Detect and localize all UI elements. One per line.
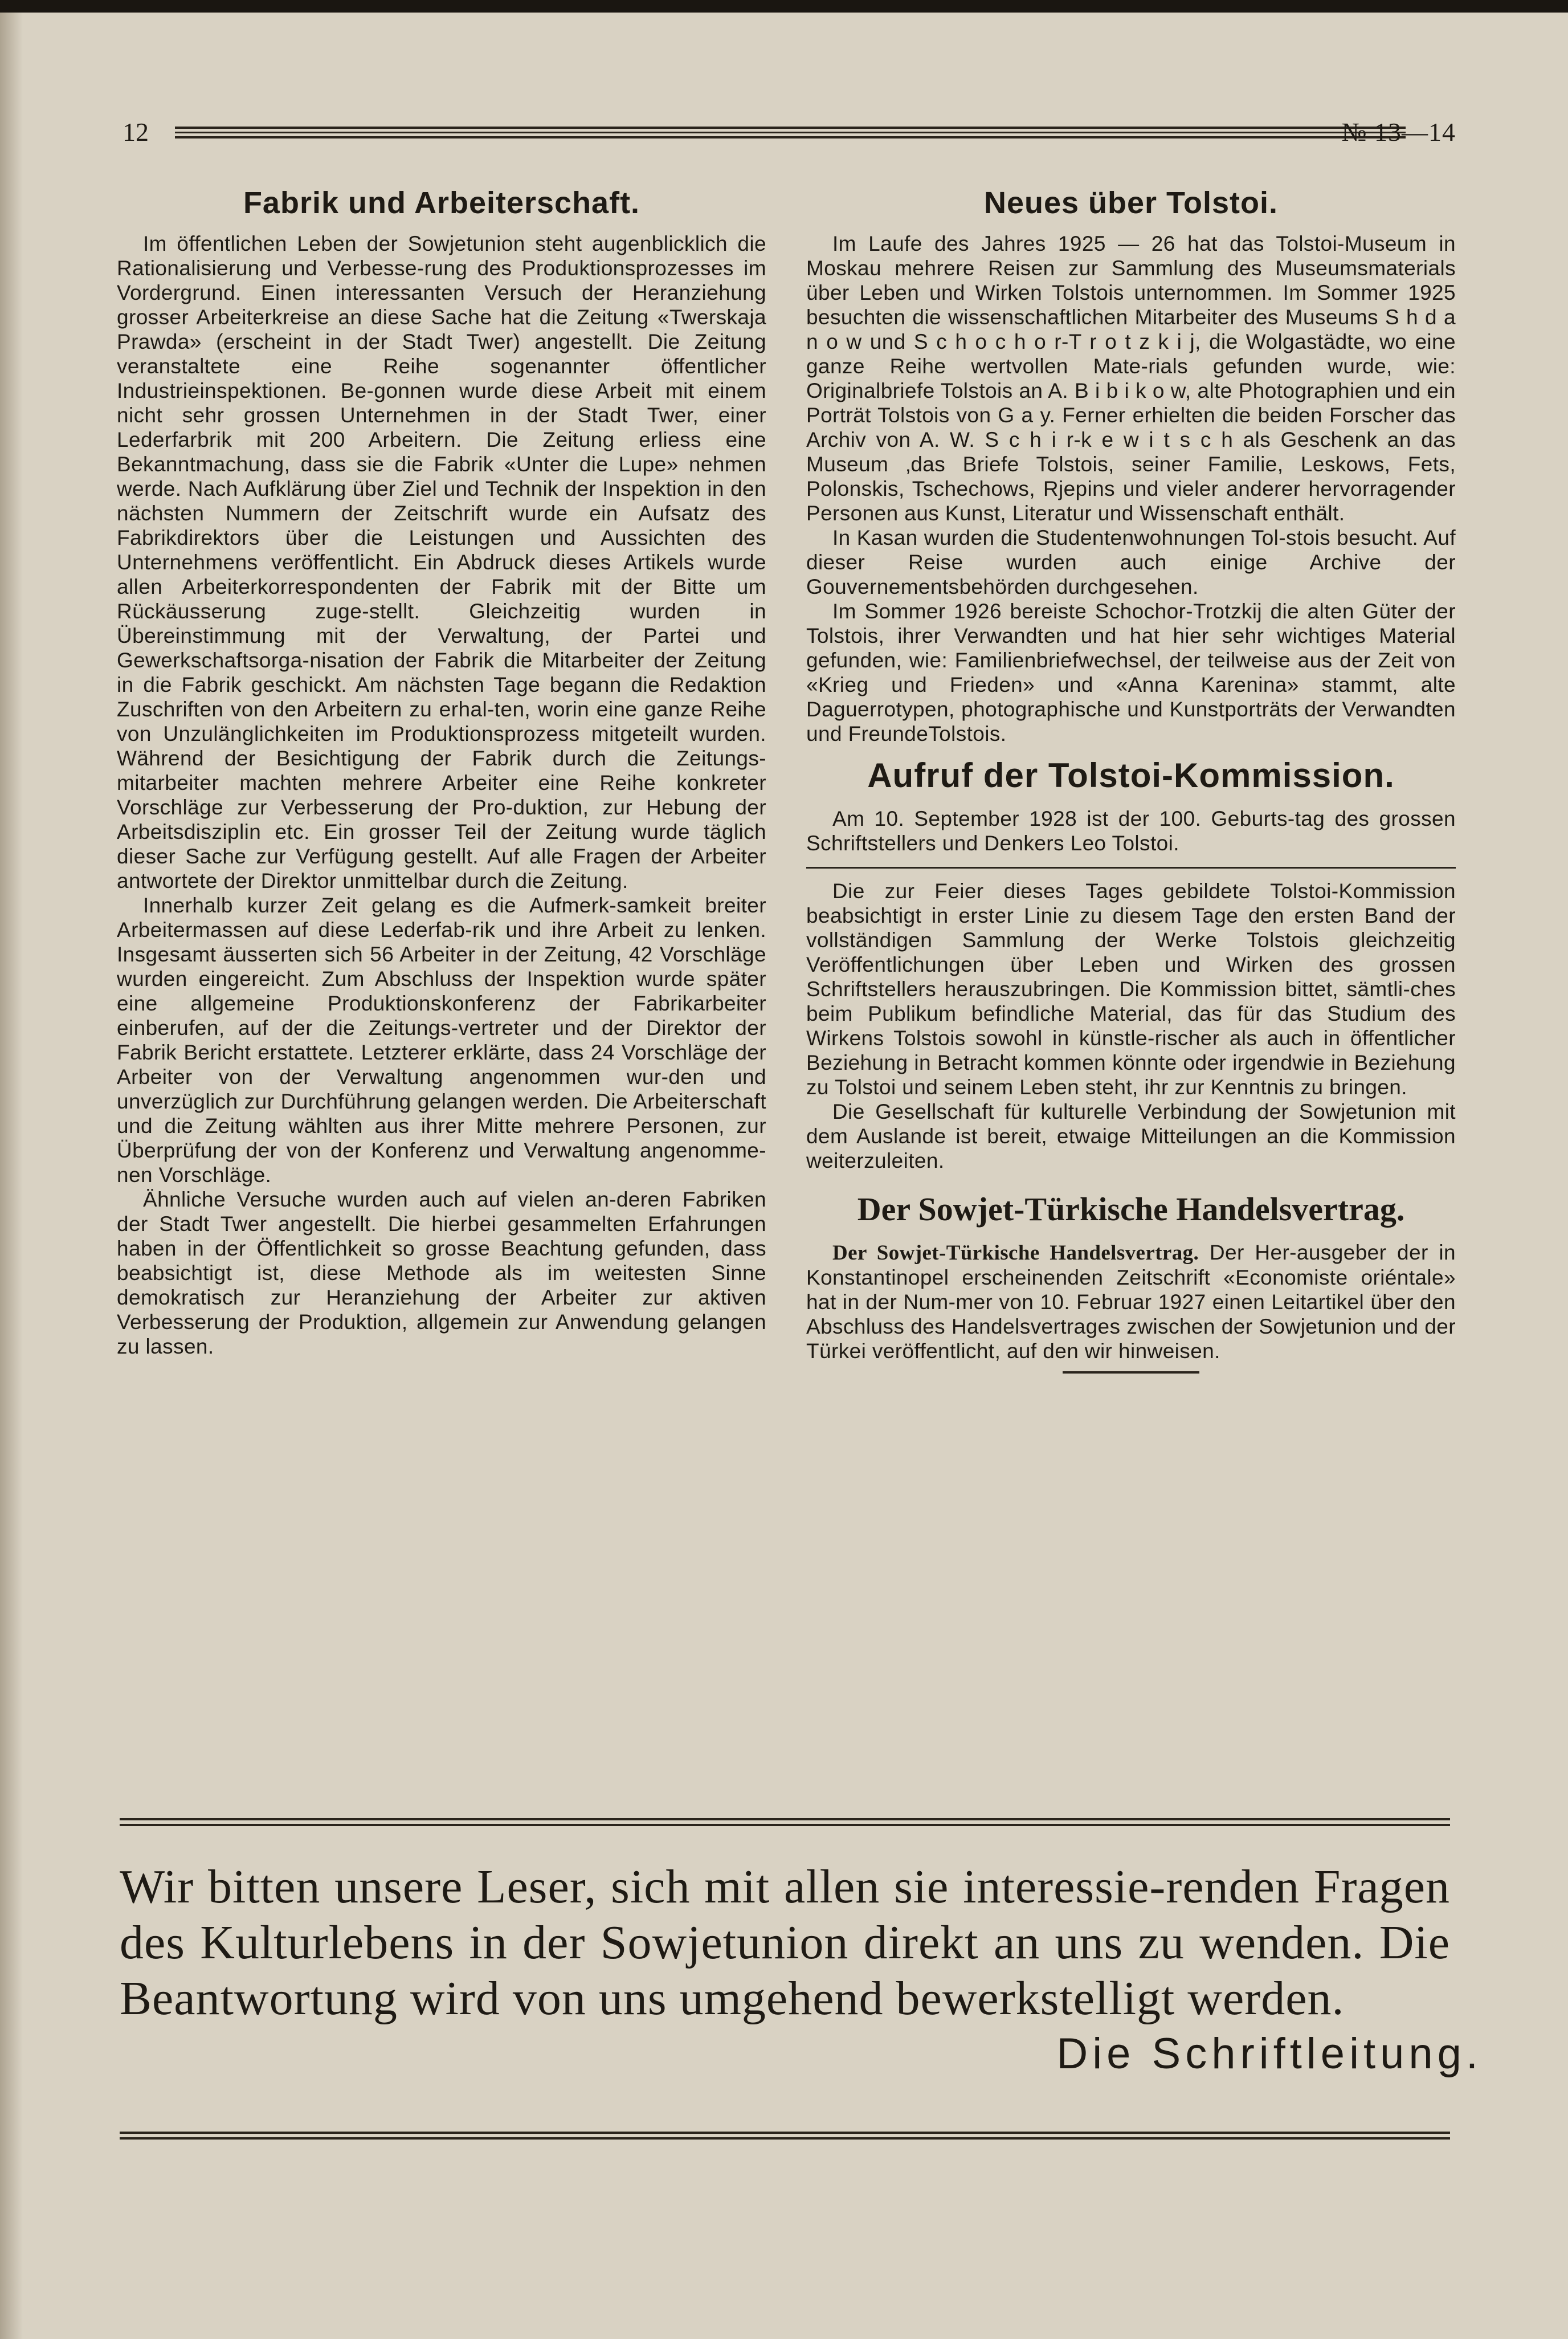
- article-paragraph: [806, 1240, 1456, 1363]
- article-paragraph: Im öffentlichen Leben der Sowjetunion steht augenblicklich die Rationalisierung und Verbesse-rung des Produktionsprozesses im Vordergrund. Einen interessanten Versuch der Heranziehung grosser Arbeiterkreise an diese Sache hat die Zeitung «Twerskaja Prawda» (erscheint in der Stadt Twer) angestellt. Die Zeitung veranstaltete eine Reihe sogenannter öffentlicher Industrieinspektionen. Be-gonnen wurde diese Arbeit mit einem nicht sehr grossen Unternehmen in der Stadt Twer, einer Lederfarbrik mit 200 Arbeitern. Die Zeitung erliess eine Bekanntmachung, dass sie die Fabrik «Unter die Lupe» nehmen werde. Nach Aufklärung über Ziel und Technik der Inspektion in den nächsten Nummern der Zeitschrift wurde ein Aufsatz des Fabrikdirektors über die Leistungen und Aussichten des Unternehmens veröffentlicht. Ein Abdruck dieses Artikels wurde allen Arbeiterkorrespondenten der Fabrik mit der Bitte um Rückäusserung zuge-stellt. Gleichzeitig wurden in Übereinstimmung mit der Verwaltung, der Partei und Gewerkschaftsorga-nisation der Fabrik die Mitarbeiter der Zeitung in die Fabrik geschickt. Am nächsten Tage begann die Redaktion Zuschriften von den Arbeitern zu erhal-ten, worin eine ganze Reihe von Unzulänglichkeiten im Produktionsprozess mitgeteilt wurden. Während der Besichtigung der Fabrik durch die Zeitungs-mitarbeiter machten mehrere Arbeiter eine Reihe konkreter Vorschläge zur Verbesserung der Pro-duktion, zur Hebung der Arbeitsdisziplin etc. Ein grosser Teil der Zeitung wurde täglich dieser Sache zur Verfügung gestellt. Auf alle Fragen der Arbeiter antwortete der Direktor unmittelbar durch die Zeitung.: [117, 232, 766, 893]
- page-edge-shadow: [0, 13, 23, 2339]
- right-column: [806, 184, 1456, 1374]
- end-rule: [1063, 1371, 1199, 1374]
- article-paragraph: Die Gesellschaft für kulturelle Verbindung der Sowjetunion mit dem Auslande ist bereit, etwaige Mitteilungen an die Kommission weiterzuleiten.: [806, 1100, 1456, 1172]
- article-paragraph: In Kasan wurden die Studentenwohnungen Tol-stois besucht. Auf dieser Reise wurden auch einige Archive der Gouvernementsbehörden durchgesehen.: [806, 526, 1456, 598]
- article-paragraph: Im Sommer 1926 bereiste Schochor-Trotzkij die alten Güter der Tolstois, ihrer Verwandten und hat hier sehr wichtiges Material gefunden, wie: Familienbriefwechsel, der teilweise aus der Zeit von «Krieg und Frieden» und «Anna Karenina» stammt, alte Daguerrotypen, photographische und Kunstporträts der Verwandten und FreundeTolstois.: [806, 600, 1456, 745]
- footer-bottom-rule: [120, 2132, 1450, 2140]
- editorial-signature: Die Schriftleitung.: [1056, 2030, 1483, 2078]
- article-paragraph: Am 10. September 1928 ist der 100. Geburts-tag des grossen Schriftstellers und Denkers Leo Tolstoi.: [806, 807, 1456, 855]
- left-column: [117, 184, 766, 1359]
- header-rule: [175, 127, 1406, 139]
- article-lead-in: Der Sowjet-Türkische Handelsvertrag.: [832, 1241, 1199, 1265]
- article-body: Der Her-ausgeber der in Konstantinopel erscheinenden Zeitschrift «Economiste oriéntale» hat in der Num-mer von 10. Februar 1927 einen Leitartikel über den Abschluss des Handelsvertrages zwischen der Sowjetunion und der Türkei veröffentlicht, auf den wir hinweisen.: [806, 1241, 1456, 1363]
- page-number: 12: [122, 117, 149, 146]
- article-paragraph: Ähnliche Versuche wurden auch auf vielen an-deren Fabriken der Stadt Twer angestellt. Die hierbei gesammelten Erfahrungen haben in der Öffentlichkeit so grosse Beachtung gefunden, dass beabsichtigt ist, diese Methode als im weitesten Sinne demokratisch zur Heranziehung der Arbeiter zur aktiven Verbesserung der Produktion, allgemein zur Anwendung gelangen zu lassen.: [117, 1188, 766, 1358]
- article-title-tolstoi: Neues über Tolstoi.: [983, 186, 1279, 220]
- running-header: [122, 114, 1456, 154]
- reader-appeal: Wir bitten unsere Leser, sich mit allen sie interessie-renden Fragen des Kulturlebens in der Sowjetunion direkt an uns zu wenden. Die Beantwortung wird von uns umgehend bewerkstelligt werden.: [120, 1860, 1450, 2025]
- article-paragraph: Die zur Feier dieses Tages gebildete Tolstoi-Kommission beabsichtigt in erster Linie zu diesem Tage den ersten Band der vollständigen Sammlung der Werke Tolstois gleichzeitig Veröffentlichungen über Leben und Wirken des grossen Schriftstellers herauszubringen. Die Kommission bittet, sämtli-ches beim Publikum befindliche Material, das für das Studium des Wirkens Tolstois sowohl in künstle-rischer als auch in öffentlicher Beziehung in Betracht kommen könnte oder irgendwie in Beziehung zu Tolstoi und seinem Leben steht, ihr zur Kenntnis zu bringen.: [806, 879, 1456, 1099]
- article-paragraph: Im Laufe des Jahres 1925 — 26 hat das Tolstoi-Museum in Moskau mehrere Reisen zur Sammlung des Museumsmaterials über Leben und Wirken Tolstois unternommen. Im Sommer 1925 besuchten die wissenschaftlichen Mitarbeiter des Museums S h d a n o w und S c h o c h o r-T r o t z k i j, die Wolgastädte, wo eine ganze Reihe wertvollen Mate-rials gefunden wurde, wie: Originalbriefe Tolstois an A. B i b i k o w, alte Photographien und ein Porträt Tolstois von G a y. Ferner erhielten die beiden Forscher das Archiv von A. W. S c h i r-k e w i t s c h als Geschenk an das Museum ‚das Briefe Tolstois, seiner Familie, Leskows, Fets, Polonskis, Tschechows, Rjepins und vieler anderer hervorragender Personen aus Kunst, Literatur und Wissenschaft enthält.: [806, 232, 1456, 525]
- article-title-aufruf: Aufruf der Tolstoi-Kommission.: [867, 756, 1395, 794]
- article-title-fabrik: Fabrik und Arbeiterschaft.: [243, 186, 640, 220]
- footer-top-rule: [120, 1818, 1450, 1826]
- article-paragraph: Innerhalb kurzer Zeit gelang es die Aufmerk-samkeit breiter Arbeitermassen auf diese Lederfab-rik und ihre Arbeit zu lenken. Insgesamt äusserten sich 56 Arbeiter in der Zeitung, 42 Vorschläge wurden eingereicht. Zum Abschluss der Inspektion wurde später eine allgemeine Produktionskonferenz der Fabrikarbeiter einberufen, auf der die Zeitungs-vertreter und der Direktor der Fabrik Bericht erstattete. Letzterer erklärte, dass 24 Vorschläge der Arbeiter von der Verwaltung angenommen wur-den und unverzüglich zur Durchführung gelangen werden. Die Arbeiterschaft und die Zeitung wählten aus ihrer Mitte mehrere Personen, zur Überprüfung der von der Konferenz und Verwaltung angenomme-nen Vorschläge.: [117, 894, 766, 1187]
- scanned-page: [0, 13, 1568, 2339]
- column-rule: [806, 867, 1456, 869]
- article-title-handelsvertrag: Der Sowjet-Türkische Handelsvertrag.: [857, 1191, 1405, 1228]
- issue-number: № 13—14: [1341, 117, 1456, 146]
